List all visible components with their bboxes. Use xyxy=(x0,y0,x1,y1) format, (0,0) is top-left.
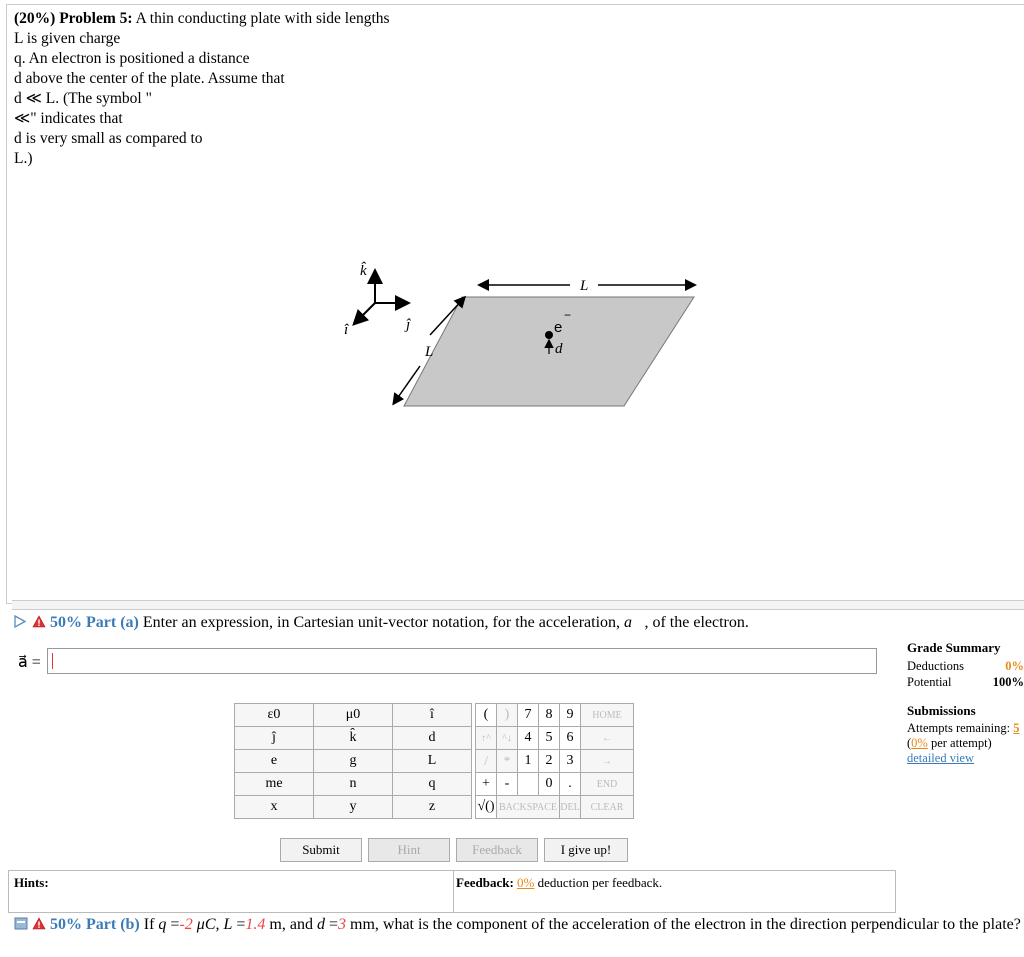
part-b-header: 50% Part (b) If q =-2 μC, L =1.4 m, and d =3 mm, what is the component of the acceleration of the electron in the direction perpendicular to the plate? xyxy=(14,914,1024,935)
key-plus[interactable]: + xyxy=(476,773,497,796)
expand-arrow-icon[interactable] xyxy=(14,615,26,628)
grade-summary xyxy=(907,640,1024,691)
problem-line: d is very small as compared to xyxy=(14,130,203,147)
problem-line: L is given charge xyxy=(14,30,121,47)
potential-label: Potential xyxy=(907,675,952,689)
part-a-question: Enter an expression, in Cartesian unit-vector notation, for the acceleration, xyxy=(142,614,621,631)
key-divide[interactable]: / xyxy=(476,750,497,773)
problem-line: q. An electron is positioned a distance xyxy=(14,50,250,67)
key-1[interactable]: 1 xyxy=(518,750,539,773)
text-cursor xyxy=(52,653,53,669)
part-b-text: If xyxy=(143,916,155,933)
distance-label: d xyxy=(555,341,563,357)
submissions-title: Submissions xyxy=(907,703,976,718)
hints-feedback-bar xyxy=(8,870,896,913)
i-axis-arrow xyxy=(355,303,375,323)
key-sqrt[interactable]: √() xyxy=(476,796,497,819)
key-q[interactable]: q xyxy=(393,773,472,796)
key-home[interactable]: HOME xyxy=(581,704,634,727)
part-a-header xyxy=(14,614,749,632)
problem-label: Problem 5: xyxy=(59,10,133,27)
problem-line: d above the center of the plate. Assume that xyxy=(14,70,285,87)
key-x[interactable]: x xyxy=(235,796,314,819)
key-z[interactable]: z xyxy=(393,796,472,819)
answer-label: a⃗ = xyxy=(18,654,41,671)
L-value: 1.4 xyxy=(245,916,266,933)
key-k-hat[interactable]: k̂ xyxy=(314,727,393,750)
part-a-symbol: a⃗ xyxy=(624,614,645,631)
problem-weight: (20%) xyxy=(14,10,56,27)
grade-summary-title: Grade Summary xyxy=(907,640,1001,655)
key-9[interactable]: 9 xyxy=(560,704,581,727)
key-open-paren[interactable]: ( xyxy=(476,704,497,727)
length-label-top: L xyxy=(580,278,589,294)
part-a-question-end: , of the electron. xyxy=(644,614,749,631)
feedback-text: deduction per feedback. xyxy=(537,875,663,890)
key-g[interactable]: g xyxy=(314,750,393,773)
L-symbol: L xyxy=(223,916,233,933)
equation-keypad xyxy=(234,703,634,819)
feedback-deduction-value: 0% xyxy=(517,875,535,890)
per-attempt-value: 0% xyxy=(911,736,928,750)
per-attempt-text: per attempt) xyxy=(930,736,992,750)
submit-button[interactable]: Submit xyxy=(280,838,362,862)
problem-line: L.) xyxy=(14,150,33,167)
key-end[interactable]: END xyxy=(581,773,634,796)
detailed-view-link[interactable]: detailed view xyxy=(907,751,974,765)
problem-line: d ≪ L. (The symbol " xyxy=(14,90,152,107)
hint-button[interactable]: Hint xyxy=(368,838,450,862)
warning-icon xyxy=(32,615,46,628)
key-power-down[interactable]: ^↓ xyxy=(497,727,518,750)
key-n[interactable]: n xyxy=(314,773,393,796)
k-label: k̂ xyxy=(360,263,367,279)
collapsed-icon[interactable] xyxy=(14,917,28,930)
attempts-label: Attempts remaining: xyxy=(907,721,1011,735)
key-power-up[interactable]: ↑^ xyxy=(476,727,497,750)
key-blank xyxy=(518,773,539,796)
key-multiply[interactable]: * xyxy=(497,750,518,773)
problem-line: A thin conducting plate with side lengths xyxy=(135,10,390,27)
key-backspace[interactable]: BACKSPACE xyxy=(497,796,560,819)
electron-dot xyxy=(545,331,553,339)
key-e[interactable]: e xyxy=(235,750,314,773)
problem-line: ≪" indicates that xyxy=(14,110,123,127)
i-label: î xyxy=(344,322,349,338)
deductions-value: 0% xyxy=(1005,659,1024,673)
potential-value: 100% xyxy=(992,675,1024,689)
feedback-button[interactable]: Feedback xyxy=(456,838,538,862)
part-b-percent: 50% xyxy=(50,916,82,933)
key-me[interactable]: me xyxy=(235,773,314,796)
key-3[interactable]: 3 xyxy=(560,750,581,773)
submissions-panel: Submissions Attempts remaining: 5 (0% per attempt) detailed view xyxy=(907,703,1024,766)
part-b-label: Part (b) xyxy=(86,916,140,933)
hints-label: Hints: xyxy=(14,875,49,890)
attempts-value: 5 xyxy=(1013,721,1020,735)
key-0[interactable]: 0 xyxy=(539,773,560,796)
q-unit: μC, xyxy=(196,916,220,933)
key-close-paren[interactable]: ) xyxy=(497,704,518,727)
key-minus[interactable]: - xyxy=(497,773,518,796)
key-5[interactable]: 5 xyxy=(539,727,560,750)
problem-statement xyxy=(14,9,454,169)
key-right-arrow[interactable]: → xyxy=(581,750,634,773)
d-value: 3 xyxy=(338,916,346,933)
feedback-label: Feedback: xyxy=(456,875,514,890)
section-divider xyxy=(12,600,1024,610)
key-4[interactable]: 4 xyxy=(518,727,539,750)
key-j-hat[interactable]: ĵ xyxy=(235,727,314,750)
answer-input[interactable] xyxy=(47,648,877,674)
j-label: ĵ xyxy=(406,317,411,333)
key-y[interactable]: y xyxy=(314,796,393,819)
key-left-arrow[interactable]: ← xyxy=(581,727,634,750)
key-7[interactable]: 7 xyxy=(518,704,539,727)
key-8[interactable]: 8 xyxy=(539,704,560,727)
length-label-left: L xyxy=(425,344,434,360)
electron-charge: − xyxy=(564,308,572,322)
key-i-hat[interactable]: î xyxy=(393,704,472,727)
problem-figure xyxy=(330,250,710,415)
deductions-label: Deductions xyxy=(907,659,964,673)
L-unit: m, and xyxy=(269,916,313,933)
key-mu0[interactable]: μ0 xyxy=(314,704,393,727)
part-b-question: mm, what is the component of the acceleration of the electron in the direction perpendicular to the plate? xyxy=(350,916,1021,933)
part-a-percent: 50% xyxy=(50,614,82,631)
key-6[interactable]: 6 xyxy=(560,727,581,750)
feedback-info xyxy=(456,875,662,891)
key-decimal[interactable]: . xyxy=(560,773,581,796)
key-d[interactable]: d xyxy=(393,727,472,750)
d-symbol: d xyxy=(316,916,325,933)
q-value: -2 xyxy=(179,916,193,933)
part-a-label: Part (a) xyxy=(86,614,139,631)
electron-label: e xyxy=(554,319,563,336)
q-symbol: q xyxy=(158,916,167,933)
warning-icon xyxy=(32,917,46,930)
give-up-button[interactable]: I give up! xyxy=(544,838,628,862)
key-2[interactable]: 2 xyxy=(539,750,560,773)
key-epsilon0[interactable]: ε0 xyxy=(235,704,314,727)
key-clear[interactable]: CLEAR xyxy=(581,796,634,819)
key-del[interactable]: DEL xyxy=(560,796,581,819)
key-L[interactable]: L xyxy=(393,750,472,773)
